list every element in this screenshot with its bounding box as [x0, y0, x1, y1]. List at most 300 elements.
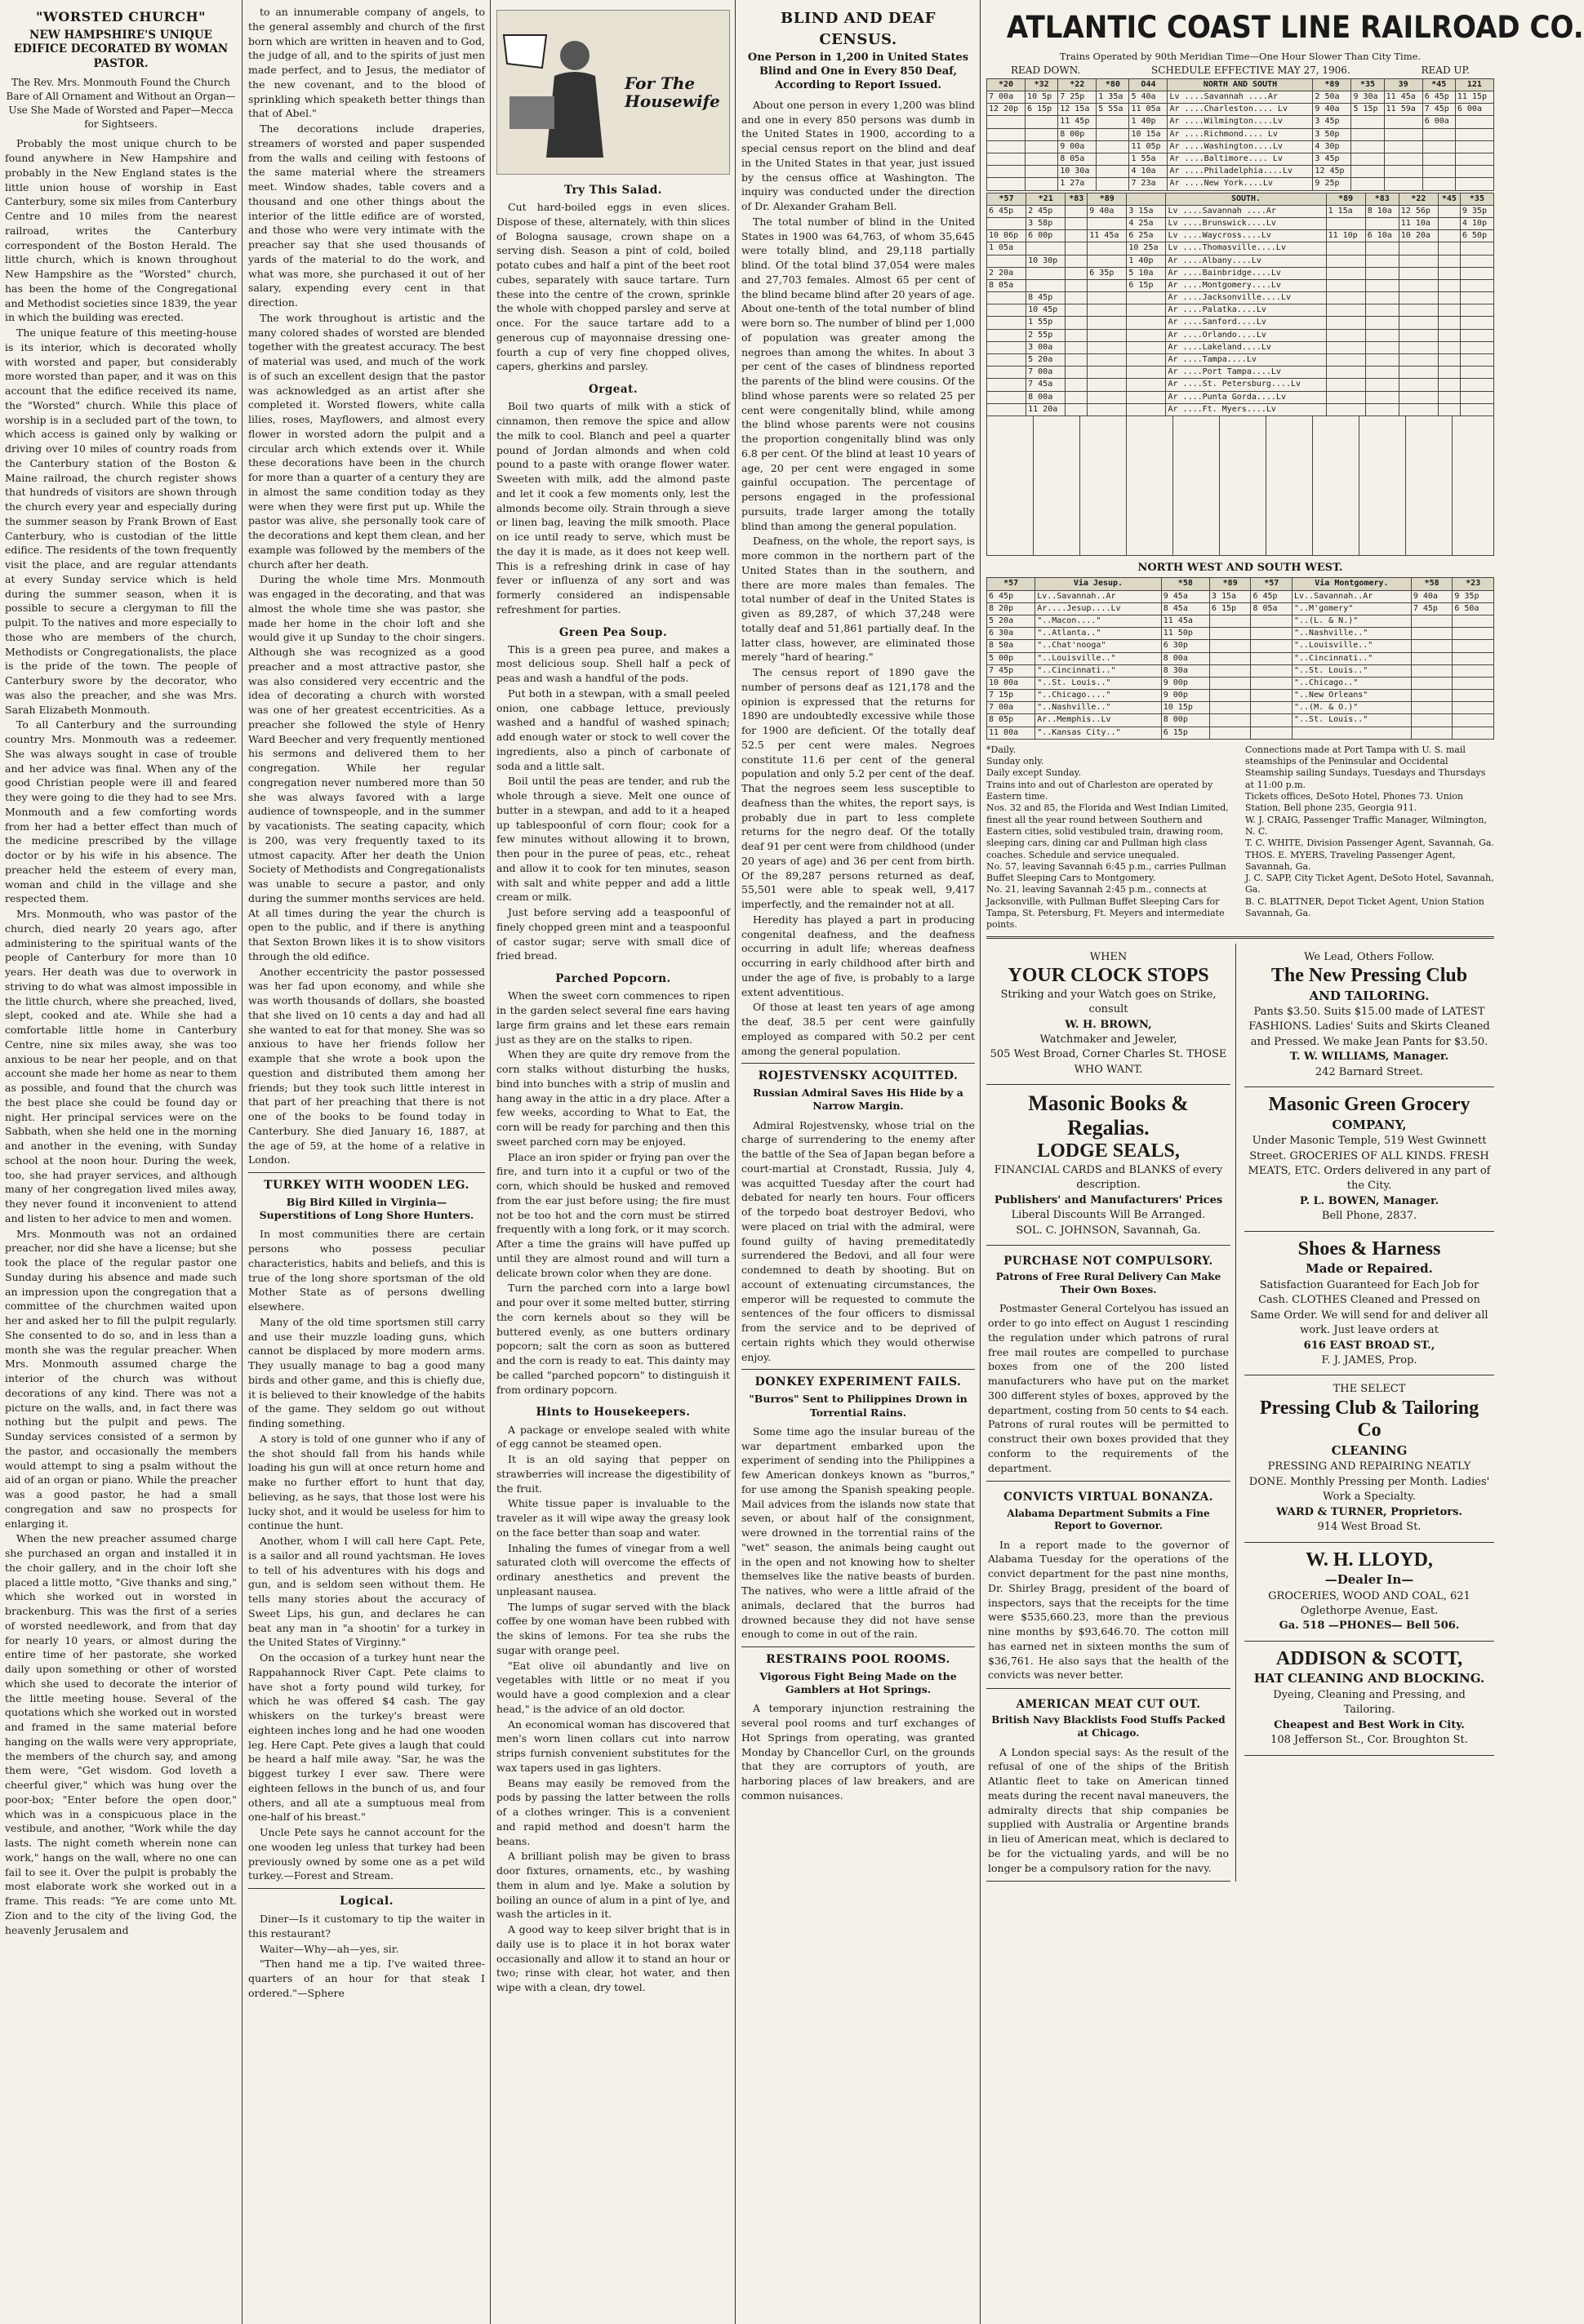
paragraph: to an innumerable company of angels, to the general assembly and church of the first born which are written in heaven and to God, the judge of all, and to the spirits of just men made perfect, and to Jesus, the mediator of the new covenant, and to the blood of sprinkling which speaketh better things than that of Abel.": [248, 6, 485, 120]
table-cell: [1453, 677, 1494, 689]
advertisement: [1244, 944, 1494, 1088]
table-cell: [1209, 714, 1251, 727]
table-cell: [1026, 242, 1066, 255]
table-cell: [1088, 341, 1127, 353]
table-cell: [1384, 140, 1422, 153]
housewife-logo-text: For The Housewife: [625, 73, 720, 111]
paragraph: Of those at least ten years of age among the deaf, 38.5 per cent were gainfully employed as compared with 50.2 per cent among the general population.: [741, 1001, 975, 1057]
railroad-note: *Daily.: [986, 744, 1017, 755]
table-cell: [1088, 391, 1127, 403]
table-cell: [1209, 664, 1251, 677]
paragraph: It is an old saying that pepper on strawberries will increase the digestibility of the fruit.: [496, 1453, 730, 1495]
housewife-sections: [496, 183, 730, 1995]
table-cell: [987, 116, 1026, 128]
ad-line: —Dealer In—: [1324, 1572, 1414, 1588]
table-cell: Ar ....Albany....Lv: [1166, 255, 1326, 267]
table-cell: "..Chicago..": [1292, 677, 1411, 689]
table-cell: 1 40p: [1129, 116, 1168, 128]
column-rule: [980, 0, 981, 2324]
table-cell: [1460, 317, 1493, 329]
table-row: [987, 354, 1494, 367]
table-cell: 11 45a: [1384, 91, 1422, 104]
table-cell: [1066, 255, 1088, 267]
table-row: [987, 292, 1494, 304]
paragraph: The decorations include draperies, streamers of worsted and paper suspended from the walls and ceiling with festoons of the same material where the streamers meet. Window shades, table covers and a thousand and one other things about the interior of the little edifice are of worsted, and those who were very intimate with the preacher say that she used thousands of yards of the material to do the work, and what was more, she purchased it out of her salary, expending every cent in that direction.: [248, 122, 485, 309]
table-cell: [1453, 702, 1494, 714]
table-cell: [1411, 727, 1453, 739]
table-cell: "..St. Louis..": [1292, 664, 1411, 677]
table-cell: [1455, 178, 1493, 190]
table-cell: [1326, 292, 1365, 304]
table-cell: [1066, 242, 1088, 255]
table-cell: [1326, 403, 1365, 415]
table-cell: [1326, 367, 1365, 379]
table-cell: [1066, 379, 1088, 391]
table-cell: [1326, 329, 1365, 341]
table-cell: [1209, 652, 1251, 664]
table-cell: 3 15a: [1209, 590, 1251, 602]
table-cell: [1251, 652, 1293, 664]
table-cell: [1326, 317, 1365, 329]
table-cell: [1399, 379, 1438, 391]
table-cell: [987, 292, 1026, 304]
table-cell: 6 15p: [1127, 279, 1166, 291]
table-cell: 6 15p: [1209, 602, 1251, 615]
table-cell: 1 05a: [987, 242, 1026, 255]
table-cell: [1088, 403, 1127, 415]
table-row: [987, 267, 1494, 279]
table-cell: Lv..Savannah..Ar: [1035, 590, 1162, 602]
table-cell: 11 05a: [1129, 104, 1168, 116]
table-cell: Ar ....Lakeland....Lv: [1166, 341, 1326, 353]
ad-line: W. H. BROWN,: [1065, 1018, 1152, 1031]
table-cell: Ar ....Philadelphia....Lv: [1168, 166, 1313, 178]
paragraph: A brilliant polish may be given to brass door fixtures, ornaments, etc., by washing them in alum and lye. Make a solution by boiling an ounce of alum in a pint of lye, and wash the articles in it.: [496, 1850, 730, 1921]
railroad-note: Daily except Sunday.: [986, 767, 1082, 779]
table-cell: 10 45p: [1026, 304, 1066, 317]
subhead-census: One Person in 1,200 in United States Blind and One in Every 850 Deaf, According to Report Issued.: [747, 51, 969, 91]
table-cell: [1251, 690, 1293, 702]
table-cell: Ar ....Baltimore.... Lv: [1168, 153, 1313, 166]
table-cell: [1026, 178, 1058, 190]
table-header-cell: NORTH AND SOUTH: [1168, 78, 1313, 91]
table-cell: [1399, 317, 1438, 329]
table-cell: [1365, 267, 1399, 279]
paragraph: Deafness, on the whole, the report says, is more common in the northern part of the United States than in the southern, and there are more males than females. The total number of deaf in the United States is given as 89,287, of which 37,248 were totally deaf and 51,861 partially deaf. In the latter class, however, are eliminated those merely "hard of hearing.": [741, 535, 975, 664]
paragraph: Beans may easily be removed from the pods by passing the latter between the rolls of a clothes wringer. This is a convenient and rapid method and doesn't harm the beans.: [496, 1776, 730, 1847]
advertisement: [986, 944, 1230, 1086]
table-cell: [1399, 242, 1438, 255]
table-cell: "..Louisville..": [1292, 640, 1411, 652]
recipe-title: Green Pea Soup.: [558, 625, 668, 639]
table-cell: 2 20a: [987, 267, 1026, 279]
table-cell: [1026, 279, 1066, 291]
table-cell: 6 00a: [1422, 116, 1455, 128]
table-cell: [1127, 391, 1166, 403]
ads-left-column: [986, 944, 1236, 1882]
table-cell: 10 15p: [1161, 702, 1209, 714]
housewife-illustration-icon: [497, 19, 620, 166]
table-cell: 8 20p: [987, 602, 1035, 615]
paragraph: The lumps of sugar served with the black coffee by one woman have been rubbed with the skins of lemons. For tea she rubs the sugar with orange peel.: [496, 1600, 730, 1656]
table-cell: [1453, 727, 1494, 739]
table-cell: Lv ....Waycross....Lv: [1166, 230, 1326, 242]
table-cell: [1411, 690, 1453, 702]
table-row: [987, 255, 1494, 267]
table-cell: [1438, 341, 1460, 353]
table-cell: [1365, 403, 1399, 415]
paragraph: Mrs. Monmouth, who was pastor of the church, died nearly 20 years ago, after administering to the spiritual wants of the people of Canterbury for more than 10 years. Her death was due to overwork in striving to do what was almost impossible in the little church, where she preached, lived, slept, cooked and ate. While she had a comfortable little home in Canterbury Centre, nine six miles away, she was too anxious to be near her people, and on that account she made her home as near to them as possible, and found that the church was the best place she could be found day or night. Her principal services were on the Sabbath, when she held one in the morning and another in the evening, with Sunday school at the noon hour. During the week, too, she had prayer services, and although many of her congregation lived miles away, they never found it inconvenient to attend and listen to her advice to men and women.: [5, 908, 237, 1224]
recipe-title: Orgeat.: [588, 383, 638, 397]
ad-line: LODGE SEALS,: [1037, 1140, 1180, 1162]
table-header-cell: *89: [1209, 578, 1251, 590]
table-cell: "..Macon....": [1035, 615, 1162, 627]
table-cell: [1088, 242, 1127, 255]
table-cell: 2 55p: [1026, 329, 1066, 341]
table-cell: [1066, 304, 1088, 317]
table-header-cell: *57: [987, 193, 1026, 205]
table-cell: [1365, 329, 1399, 341]
news-brief-subhead: British Navy Blacklists Food Stuffs Packed at Chicago.: [991, 1714, 1226, 1739]
column-2: [243, 5, 490, 2319]
news-brief: [986, 1689, 1230, 1882]
table-cell: [1365, 279, 1399, 291]
table-cell: 7 23a: [1129, 178, 1168, 190]
ad-line: 108 Jefferson St., Cor. Broughton St.: [1270, 1734, 1468, 1747]
table-cell: 1 55p: [1026, 317, 1066, 329]
table-cell: [1365, 317, 1399, 329]
table-cell: 10 30p: [1026, 255, 1066, 267]
table-header-cell: 39: [1384, 78, 1422, 91]
paragraph: About one person in every 1,200 was blind and one in every 850 persons was dumb in the United States in 1900, according to a special census report on the blind and deaf in the United States in that year, just issued by the census office at Washington. The inquiry was conducted under the direction of Dr. Alexander Graham Bell.: [741, 98, 975, 213]
table-cell: Ar....Jesup....Lv: [1035, 602, 1162, 615]
table-cell: [987, 391, 1026, 403]
paragraph: Diner—Is it customary to tip the waiter in this restaurant?: [248, 1913, 485, 1940]
column-4: [736, 5, 980, 2319]
table-cell: [1066, 403, 1088, 415]
table-cell: [1453, 690, 1494, 702]
table-cell: [1438, 242, 1460, 255]
table-cell: 1 55a: [1129, 153, 1168, 166]
table-cell: 6 50a: [1453, 602, 1494, 615]
table-cell: [1097, 153, 1129, 166]
table-row: [987, 379, 1494, 391]
table-cell: [1326, 255, 1365, 267]
table-cell: [1399, 279, 1438, 291]
table-cell: [1460, 403, 1493, 415]
paragraph: The total number of blind in the United States in 1900 was 64,763, of whom 35,645 were totally blind, and 29,118 partially blind. Of the total blind 37,054 were males and 27,703 females. Almost 65 per cent of the blind became blind after 20 years of age. About one-tenth of the total number of blind were born so. The number of blind per 1,000 of population was greater among the negroes than among the whites. In about 3 per cent of the cases of blindness reported the parents of the blind were cousins. Of the blind whose parents were so related 25 per cent were congenitally blind, while among the blind whose parents were not cousins the proportion congenitally blind was only 6.8 per cent. Of the blind at least 10 years of age, 20 per cent were engaged in some gainful occupation. The percentage of persons engaged in the professional pursuits, trade larger among the totally blind than among the general population.: [741, 215, 975, 532]
table-cell: "..M'gomery": [1292, 602, 1411, 615]
table-cell: [1411, 677, 1453, 689]
table-cell: 3 58p: [1026, 217, 1066, 229]
table-cell: 9 40a: [1313, 104, 1351, 116]
table-cell: 7 00a: [1026, 367, 1066, 379]
recipe-title: Try This Salad.: [563, 184, 663, 197]
news-brief-title: PURCHASE NOT COMPULSORY.: [1003, 1255, 1213, 1268]
railroad-note: No. 21, leaving Savannah 2:45 p.m., connects at Jacksonville, with Pullman Buffet Sleeping Cars for Tampa, St. Petersburg, Ft. Meyers and intermediate points.: [986, 884, 1225, 931]
table-cell: [1026, 153, 1058, 166]
table-cell: "..Cincinnati..": [1292, 652, 1411, 664]
table-cell: [1326, 354, 1365, 367]
table-header-cell: *89: [1088, 193, 1127, 205]
table-cell: [1438, 391, 1460, 403]
table-header-cell: *35: [1351, 78, 1384, 91]
paragraph: The census report of 1890 gave the number of persons deaf as 121,178 and the opinion is expressed that the returns for 1890 are undoubtedly excessive while those for 1900 are deficient. Of the totally deaf 52.5 per cent were males. Negroes constitute 11.6 per cent of the general population and only 5.2 per cent of the deaf. That the negroes seem less susceptible to deafness than the whites, the report says, is probably due in part to less complete returns for the negro deaf. Of the totally deaf 91 per cent were from childhood (under 20 years of age) and 36 per cent from birth. Of the 89,287 persons returned as deaf, 55,501 were able to speak well, 9,417 imperfectly, and the remainder not at all.: [741, 666, 975, 911]
table-header-cell: *32: [1026, 78, 1058, 91]
headline-turkey: TURKEY WITH WOODEN LEG.: [264, 1179, 469, 1192]
table-cell: [1326, 304, 1365, 317]
table-cell: 5 40a: [1129, 91, 1168, 104]
table-header-cell: *23: [1453, 578, 1494, 590]
table-row: [987, 341, 1494, 353]
table-cell: 3 45p: [1313, 153, 1351, 166]
table-cell: [1026, 128, 1058, 140]
table-cell: [1411, 702, 1453, 714]
table-row: [987, 304, 1494, 317]
table-cell: 1 35a: [1097, 91, 1129, 104]
table-cell: [1460, 242, 1493, 255]
paragraph: Mrs. Monmouth was not an ordained preacher, nor did she have a license; but she took the place of the regular pastor one Sunday during his absence and made such an impression upon the congregation that a committee of the churchmen waited upon her and asked her to fill the pulpit regularly. She consented to do so, and in less than a month she was the regular preacher. When Mrs. Monmouth assumed charge the interior of the church was without decorations of any kind. There was not a picture on the walls, and, in fact there was nothing but the pulpit and pews. The Sunday services consisted of a sermon by the pastor, and occasionally the members would attempt to sing a psalm without the aid of an organ or piano. While the preacher was a good pastor, he had a small congregation and saw no prospects for enlarging it.: [5, 1227, 237, 1530]
table-cell: 8 00a: [1161, 652, 1209, 664]
table-cell: [1326, 391, 1365, 403]
ad-line: Striking and your Watch goes on Strike, consult: [1000, 988, 1217, 1016]
table-cell: 7 45p: [1422, 104, 1455, 116]
advertisement: [986, 1085, 1230, 1246]
table-cell: [1399, 255, 1438, 267]
paragraph: Place an iron spider or frying pan over the fire, and turn into it a cupful or two of the corn, which should be husked and removed from the ear just before using; the fire must not be too hot and the corn must be stirred frequently with a long fork, or it may scorch. After a time the grains will have puffed up until they are almost round and will turn a delicate brown color when they are done.: [496, 1150, 730, 1279]
table-cell: [987, 317, 1026, 329]
table-cell: 4 30p: [1313, 140, 1351, 153]
table-cell: 11 45a: [1088, 230, 1127, 242]
table-header-cell: *58: [1161, 578, 1209, 590]
table-cell: 9 35p: [1453, 590, 1494, 602]
table-cell: 6 45p: [987, 590, 1035, 602]
table-header-cell: *21: [1026, 193, 1066, 205]
railroad-note: Trains into and out of Charleston are operated by Eastern time.: [986, 779, 1213, 802]
table-cell: [1365, 379, 1399, 391]
table-cell: 1 27a: [1058, 178, 1097, 190]
table-cell: [1088, 304, 1127, 317]
advertisement: [1244, 1543, 1494, 1642]
table-cell: [1460, 341, 1493, 353]
table-cell: 6 35p: [1088, 267, 1127, 279]
table-header-cell: *45: [1422, 78, 1455, 91]
table-cell: [1455, 128, 1493, 140]
table-row: [987, 91, 1494, 104]
table-cell: [1411, 664, 1453, 677]
railroad-tagline: Trains Operated by 90th Meridian Time—One Hour Slower Than City Time.: [1059, 50, 1422, 62]
paragraph: Many of the old time sportsmen still carry and use their muzzle loading guns, which cannot be displaced by more modern arms. They usually manage to bag a good many birds and other game, and this is chiefly due, it is believed to their knowledge of the habits of the game. They seldom go out without finding something.: [248, 1315, 485, 1430]
table-cell: [1026, 267, 1066, 279]
table-cell: 8 45a: [1161, 602, 1209, 615]
paragraph: Boil two quarts of milk with a stick of cinnamon, then remove the spice and allow the milk to cool. Blanch and peel a quarter pound of Jordan almonds and when cold pound to a paste with orange flower water. Sweeten with milk, add the almond paste and let it cook a few moments only, lest the almonds become oily. Strain through a sieve or linen bag, leaving the milk smooth. Place on ice until ready to serve, which must be the day it is made, as it does not keep well. This is a refreshing drink in case of hay fever or influenza of any sort and was formerly considered an indispensable refreshment for parties.: [496, 400, 730, 615]
table-cell: 11 20a: [1026, 403, 1066, 415]
table-cell: 10 5p: [1026, 91, 1058, 104]
article-pool-rooms: [741, 1701, 975, 1802]
table-row: [987, 329, 1494, 341]
table-header-cell: *20: [987, 78, 1026, 91]
advertisement: [1244, 1375, 1494, 1542]
table-cell: 6 15p: [1161, 727, 1209, 739]
ad-line: HAT CLEANING AND BLOCKING.: [1253, 1671, 1485, 1686]
table-cell: 11 10a: [1399, 217, 1438, 229]
table-row: [987, 367, 1494, 379]
railroad-note: Connections made at Port Tampa with U. S. mail steamships of the Peninsular and Occidental Steamship sailing Sundays, Tuesdays and Thursdays at 11:00 p.m.: [1245, 744, 1486, 790]
table-cell: Ar ....Tampa....Lv: [1166, 354, 1326, 367]
table-row: [987, 602, 1494, 615]
table-cell: [1251, 677, 1293, 689]
table-cell: [1460, 329, 1493, 341]
timetable-northwest-title: NORTH WEST AND SOUTH WEST.: [1137, 561, 1343, 574]
table-cell: Ar ....Jacksonville....Lv: [1166, 292, 1326, 304]
table-header-cell: *22: [1058, 78, 1097, 91]
paragraph: A good way to keep silver bright that is in daily use is to place it in hot borax water occasionally and allow it to stand an hour or two; rinse with clear, hot water, and then wipe with a clean, dry towel.: [496, 1923, 730, 1994]
railroad-note: Sunday only.: [986, 756, 1044, 767]
table-cell: [987, 354, 1026, 367]
paragraph: During the whole time Mrs. Monmouth was engaged in the decorating, and that was almost the whole time she was pastor, she made her home in the choir loft and she would give it up Sunday to the choir singers. Although she was recognized as a good preacher and a most attractive pastor, she was also considered very eccentric and the idea of decorating a church with worsted was one of her greatest eccentricities. As a preacher she followed the style of Henry Ward Beecher and very frequently mentioned his sermons and delivered them to her congregation. While her regular congregation never numbered more than 50 she was always favored with a large audience of townspeople, and in the summer by vacationists. The seating capacity, which is 200, was very frequently taxed to its utmost capacity. After her death the Union Society of Methodists and Congregationalists was unable to secure a pastor, and only during the summer months services are held. At all times during the year the church is open to the public, and if there is anything that Sexton Brown likes it is to show visitors through the old edifice.: [248, 573, 485, 962]
table-cell: 12 45p: [1313, 166, 1351, 178]
ad-line: Cheapest and Best Work in City.: [1274, 1718, 1465, 1731]
paragraph: When the sweet corn commences to ripen in the garden select several fine ears having large firm grains and let these ears remain just as they are on the stalks to ripen.: [496, 989, 730, 1046]
table-header-cell: SOUTH.: [1166, 193, 1326, 205]
table-cell: Lv ....Savannah ....Ar: [1168, 91, 1313, 104]
table-cell: [987, 153, 1026, 166]
paragraph: In most communities there are certain persons who possess peculiar characteristics, habits and beliefs, and this is true of the long shore sportsman of the old Mother State as of persons dwelling elsewhere.: [248, 1228, 485, 1313]
table-cell: 6 45p: [1251, 590, 1293, 602]
paragraph: Inhaling the fumes of vinegar from a well saturated cloth will overcome the effects of ordinary anesthetics and prevent the unpleasant nausea.: [496, 1541, 730, 1597]
timetable-north-south: [986, 78, 1494, 191]
table-cell: 4 10p: [1460, 217, 1493, 229]
table-cell: 11 45p: [1058, 116, 1097, 128]
table-header-cell: Via Jesup.: [1035, 578, 1162, 590]
paragraph: This is a green pea puree, and makes a most delicious soup. Shell half a peck of peas and wash a handful of the pods.: [496, 642, 730, 685]
table-cell: [1292, 727, 1411, 739]
table-cell: [1066, 341, 1088, 353]
table-header-cell: *45: [1438, 193, 1460, 205]
table-cell: 7 00a: [987, 702, 1035, 714]
table-row: [987, 615, 1494, 627]
table-cell: "..Kansas City..": [1035, 727, 1162, 739]
table-row: [987, 116, 1494, 128]
ad-line: Watchmaker and Jeweler,: [1039, 1033, 1177, 1046]
table-cell: 7 45p: [987, 664, 1035, 677]
table-row: [987, 590, 1494, 602]
table-row: [987, 677, 1494, 689]
table-cell: [1127, 341, 1166, 353]
table-cell: 8 00a: [1026, 391, 1066, 403]
ad-line: THE SELECT: [1333, 1383, 1406, 1396]
table-cell: [1127, 354, 1166, 367]
table-cell: 7 15p: [987, 690, 1035, 702]
ad-line: YOUR CLOCK STOPS: [1008, 965, 1209, 987]
table-cell: [987, 140, 1026, 153]
news-brief-title: CONVICTS VIRTUAL BONANZA.: [1003, 1491, 1213, 1504]
paragraph: A package or envelope sealed with white of egg cannot be steamed open.: [496, 1423, 730, 1451]
column-rule: [490, 0, 491, 2324]
paragraph: To all Canterbury and the surrounding country Mrs. Monmouth was a redeemer. She was always sought in case of trouble and her advice was final. When any of the good Christian people were ill and feared they were going to die they had to see Mrs. Monmouth and a few comforting words from her had a better effect than much of the medicine prescribed by the village doctor or by his wife in his absence. The preacher held the esteem of every man, woman and child in the village and she respected them.: [5, 718, 237, 905]
railroad-note: Tickets offices, DeSoto Hotel, Phones 73. Union Station, Bell phone 235, Georgia 911.: [1245, 791, 1464, 814]
table-cell: 11 10p: [1326, 230, 1365, 242]
table-cell: [1399, 304, 1438, 317]
table-cell: 5 00p: [987, 652, 1035, 664]
table-cell: [1384, 128, 1422, 140]
table-cell: Ar ....Charleston.... Lv: [1168, 104, 1313, 116]
table-cell: [1209, 677, 1251, 689]
table-cell: Ar ....Orlando....Lv: [1166, 329, 1326, 341]
table-cell: 7 45p: [1411, 602, 1453, 615]
table-cell: [1460, 379, 1493, 391]
ad-line: PRESSING AND REPAIRING NEATLY DONE. Monthly Pressing per Month. Ladies' Work a Specialty.: [1248, 1460, 1490, 1504]
table-cell: [1066, 230, 1088, 242]
table-cell: [1351, 116, 1384, 128]
table-cell: [1411, 652, 1453, 664]
table-cell: "..Chicago....": [1035, 690, 1162, 702]
table-cell: Ar ....Port Tampa....Lv: [1166, 367, 1326, 379]
table-cell: 7 25p: [1058, 91, 1097, 104]
table-cell: "..(L. & N.)": [1292, 615, 1411, 627]
table-row: [987, 279, 1494, 291]
table-cell: 1 40p: [1127, 255, 1166, 267]
ad-line: 914 West Broad St.: [1317, 1521, 1422, 1534]
table-cell: 11 15p: [1455, 91, 1493, 104]
table-cell: [1088, 317, 1127, 329]
table-cell: [1127, 304, 1166, 317]
table-cell: [1411, 714, 1453, 727]
table-cell: [987, 255, 1026, 267]
table-cell: 10 30a: [1058, 166, 1097, 178]
subhead-rojestvensky: Russian Admiral Saves His Hide by a Narrow Margin.: [753, 1086, 963, 1113]
table-cell: [1066, 217, 1088, 229]
ad-line: WARD & TURNER, Proprietors.: [1276, 1505, 1462, 1518]
table-cell: [1251, 615, 1293, 627]
timetable-empty-grid: [986, 416, 1494, 556]
table-header-row: [987, 78, 1494, 91]
ad-line: AND TAILORING.: [1309, 988, 1430, 1003]
table-cell: "..(M. & O.)": [1292, 702, 1411, 714]
table-cell: [1399, 391, 1438, 403]
table-row: [987, 178, 1494, 190]
table-cell: [1438, 329, 1460, 341]
table-cell: 8 00p: [1058, 128, 1097, 140]
table-cell: 9 45a: [1161, 590, 1209, 602]
table-cell: [1251, 640, 1293, 652]
table-cell: "..St. Louis..": [1035, 677, 1162, 689]
ad-line: Shoes & Harness: [1297, 1238, 1441, 1260]
table-cell: "..Chat'nooga": [1035, 640, 1162, 652]
paragraph: Cut hard-boiled eggs in even slices. Dispose of these, alternately, with thin slices of Bologna sausage, crown shape on a serving dish. Season a pint of cold, boiled potato cubes and half a pint of the beet root cubes, separately with sauce tartare. Turn these into the centre of the crown, sprinkle the whole with chopped parsley and serve at once. For the sauce tartare add to a generous cup of mayonnaise dressing one-fourth a cup of very fine chopped olives, capers, gherkins and parsley.: [496, 201, 730, 373]
table-cell: [1453, 652, 1494, 664]
table-cell: Ar ....Washington....Lv: [1168, 140, 1313, 153]
ad-line: Masonic Books & Regalias.: [1028, 1091, 1189, 1140]
advertisement: [1244, 1087, 1494, 1232]
table-row: [987, 690, 1494, 702]
table-cell: 6 30a: [987, 628, 1035, 640]
table-cell: [1422, 140, 1455, 153]
paragraph: Waiter—Why—ah—yes, sir.: [260, 1942, 399, 1955]
paragraph: When they are quite dry remove from the corn stalks without disturbing the husks, bind into bunches with a strip of muslin and hang away in the attic in a dry place. After a few weeks, according to What to Eat, the corn will be ready for parching and then this sweet parched corn may be enjoyed.: [496, 1048, 730, 1148]
table-cell: 8 45p: [1026, 292, 1066, 304]
table-cell: "..St. Louis..": [1292, 714, 1411, 727]
table-cell: [1453, 615, 1494, 627]
table-cell: [987, 178, 1026, 190]
subhead-donkey: "Burros" Sent to Philippines Drown in Torrential Rains.: [749, 1393, 968, 1419]
table-cell: "..Nashville..": [1292, 628, 1411, 640]
table-header-cell: *58: [1411, 578, 1453, 590]
paragraph: Turn the parched corn into a large bowl and pour over it some melted butter, stirring the corn kernels about so they will be buttered evenly, as one butters ordinary popcorn; salt the corn as soon as buttered and the corn is ready to eat. This dainty may be called "parched popcorn" to distinguish it from ordinary popcorn.: [496, 1282, 730, 1396]
ad-line: ADDISON & SCOTT,: [1275, 1647, 1463, 1669]
table-cell: [1251, 664, 1293, 677]
table-cell: [1384, 178, 1422, 190]
